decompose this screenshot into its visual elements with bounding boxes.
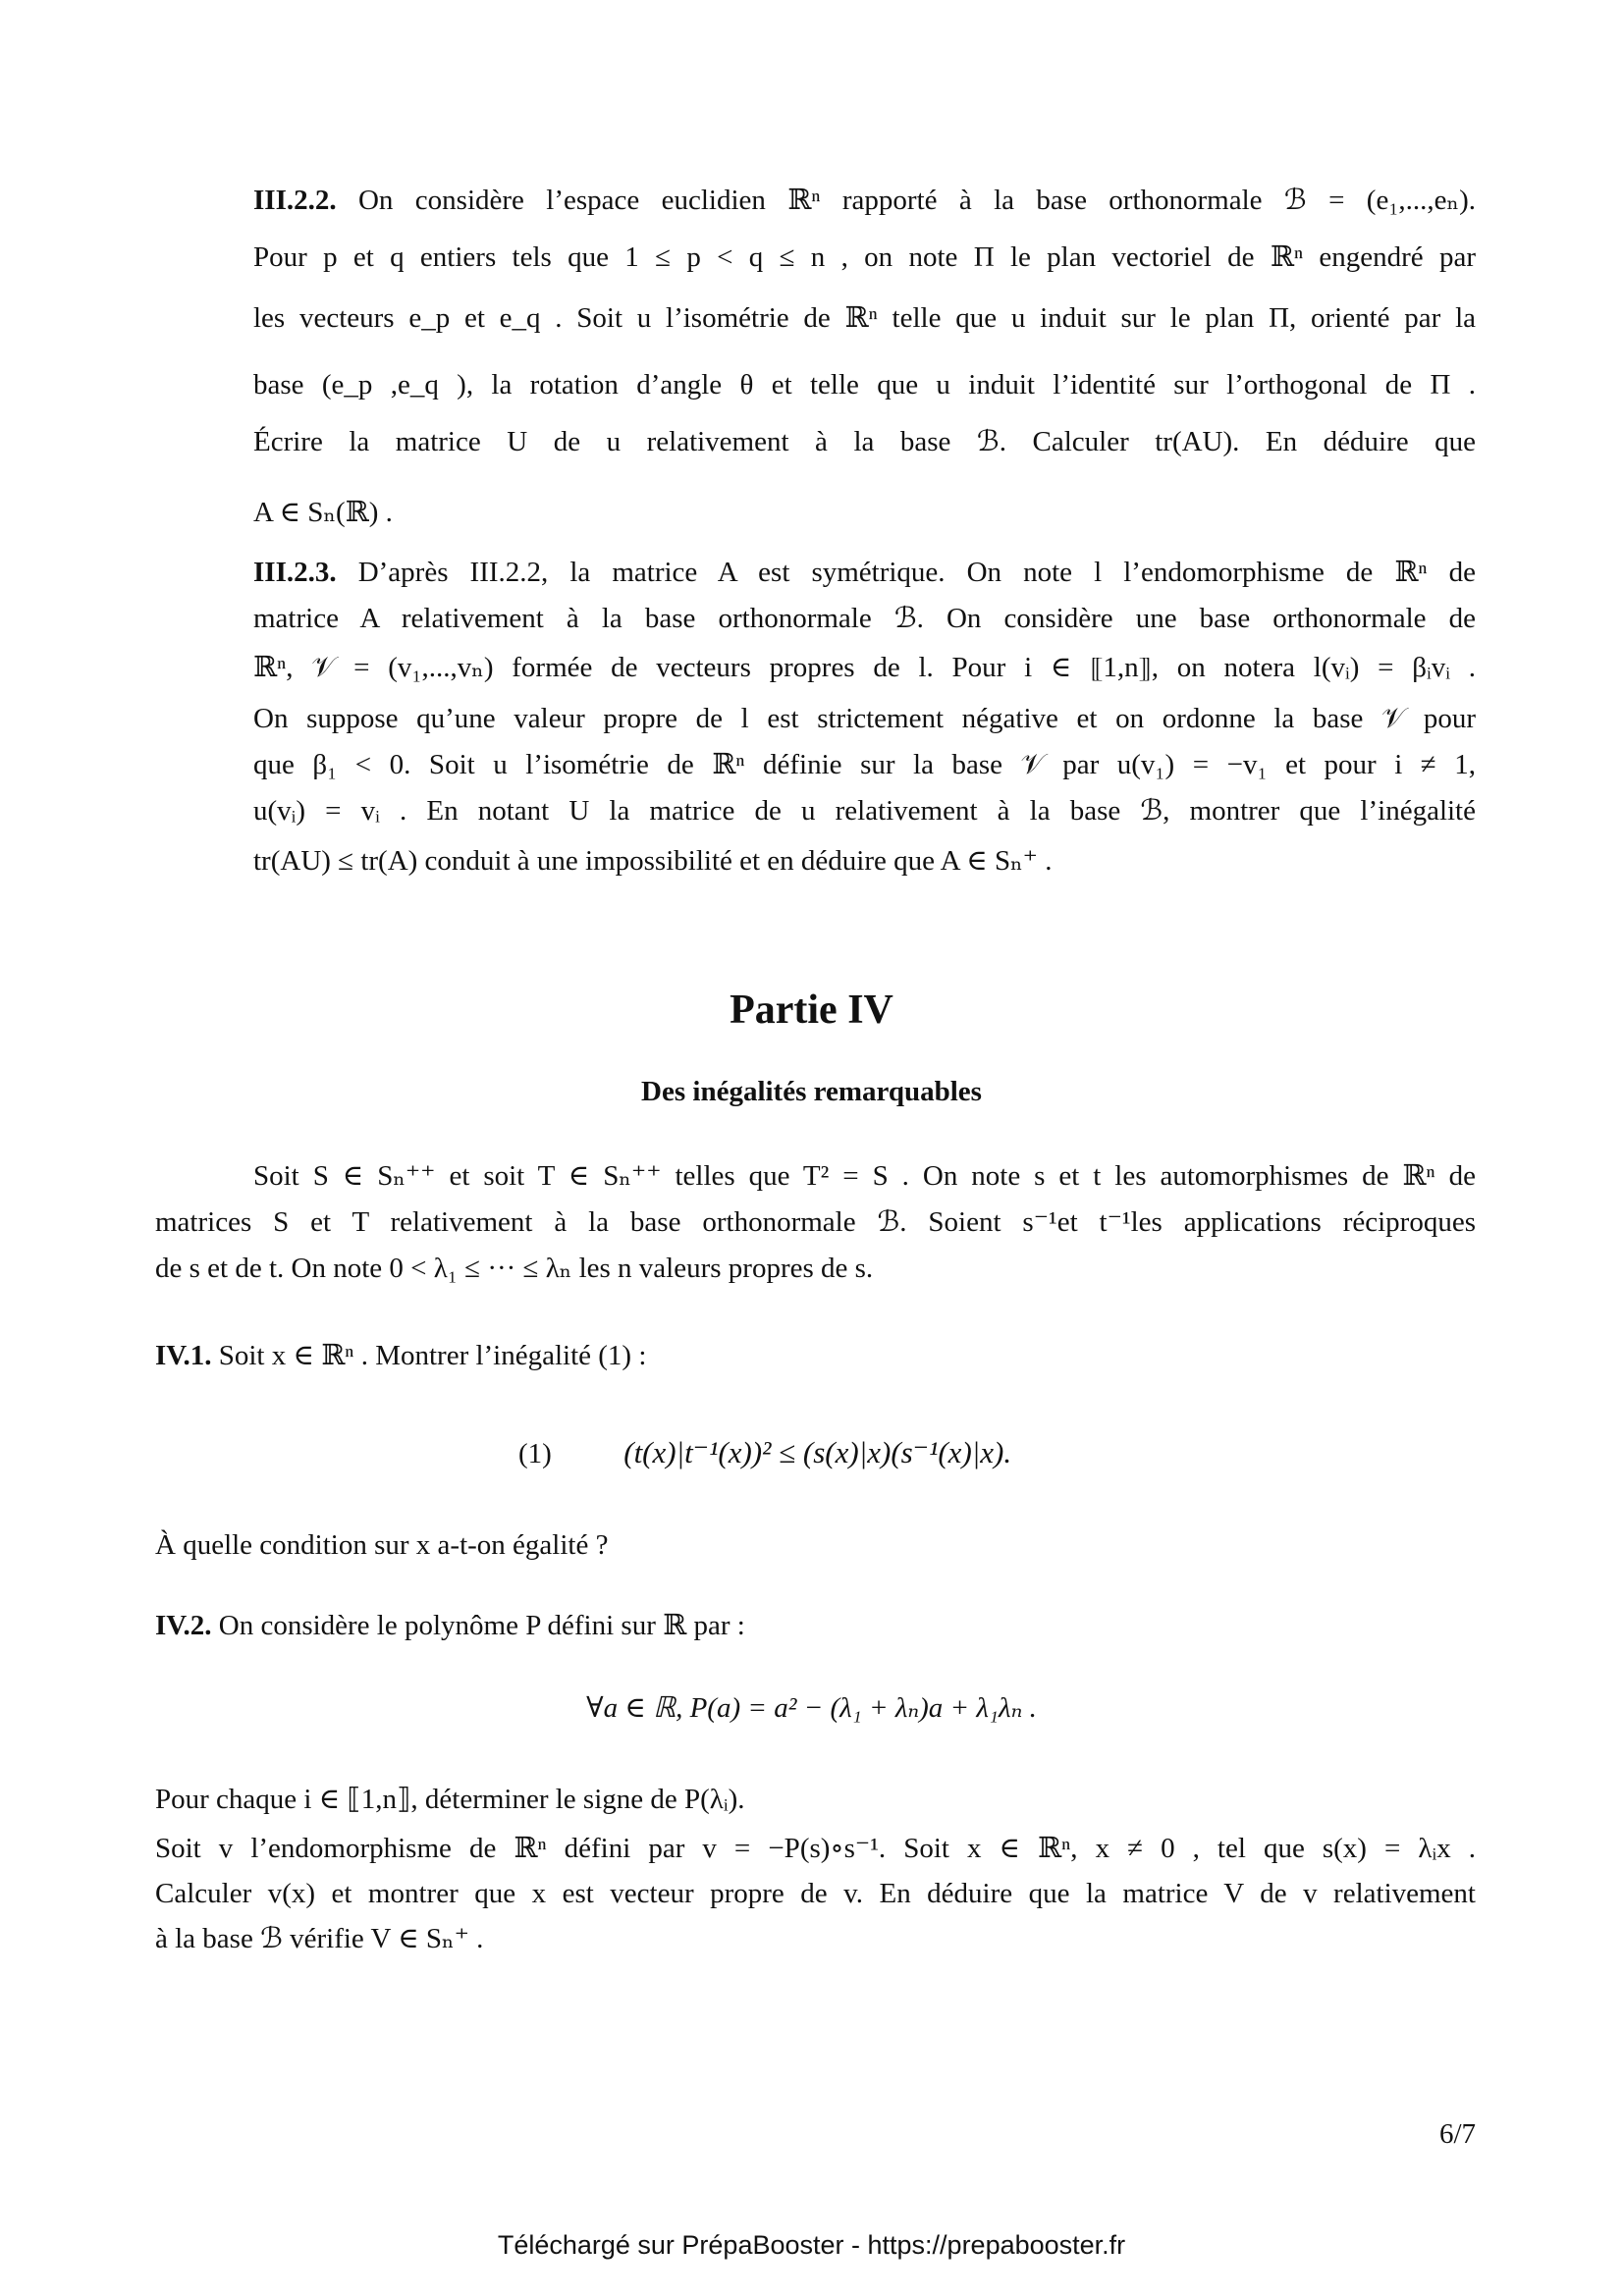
text-line: Écrire la matrice U de u relativement à la base ℬ. Calculer tr(AU). En déduire que xyxy=(253,426,1476,457)
text-line: A ∈ Sₙ(ℝ) . xyxy=(253,497,393,528)
text-line: ℝⁿ, 𝒱 = (v₁,...,vₙ) formée de vecteurs propres de l. Pour i ∈ ⟦1,n⟧, on notera l(vᵢ) = βᵢvᵢ . xyxy=(253,652,1476,683)
text-line: matrice A relativement à la base orthonormale ℬ. On considère une base orthonormale de xyxy=(253,603,1476,634)
section-III-2-2 xyxy=(253,172,1476,541)
section-III-2-3 xyxy=(253,550,1476,884)
text-line: III.2.3. D’après III.2.2, la matrice A est symétrique. On note l l’endomorphisme de ℝⁿ de xyxy=(253,557,1477,588)
section-label: IV.2. xyxy=(155,1610,212,1641)
equation-polynomial: ∀a ∈ ℝ, P(a) = a² − (λ₁ + λₙ)a + λ₁λₙ . xyxy=(586,1692,1037,1724)
text-line: On suppose qu’une valeur propre de l est strictement négative et on ordonne la base 𝒱 pour xyxy=(253,703,1476,734)
text-line: Soit v l’endomorphisme de ℝⁿ défini par v = −P(s)∘s⁻¹. Soit x ∈ ℝⁿ, x ≠ 0 , tel que s(x) = λᵢx . xyxy=(155,1833,1476,1864)
text-line: matrices S et T relativement à la base orthonormale ℬ. Soient s⁻¹et t⁻¹les applications réciproques xyxy=(155,1206,1476,1238)
text-line: les vecteurs e_p et e_q . Soit u l’isométrie de ℝⁿ telle que u induit sur le plan Π, orienté par la xyxy=(253,302,1476,334)
section-label: III.2.2. xyxy=(253,185,337,216)
part-title: Partie IV xyxy=(730,988,893,1033)
text-line: base (e_p ,e_q ), la rotation d’angle θ et telle que u induit l’identité sur l’orthogonal de Π . xyxy=(253,369,1476,400)
text-line: III.2.2. On considère l’espace euclidien ℝⁿ rapporté à la base orthonormale ℬ = (e₁,...,eₙ). xyxy=(253,185,1477,216)
text-line: u(vᵢ) = vᵢ . En notant U la matrice de u relativement à la base ℬ, montrer que l’inégalité xyxy=(253,795,1476,827)
section-label: IV.1. xyxy=(155,1340,212,1371)
part-subtitle: Des inégalités remarquables xyxy=(641,1076,982,1107)
text-line: IV.2. On considère le polynôme P défini sur ℝ par : xyxy=(155,1610,745,1641)
section-IV-2 xyxy=(155,1608,1476,1642)
equation-1 xyxy=(518,1435,1402,1470)
part-IV-intro xyxy=(155,1153,1476,1292)
equation-body: (t(x)|t⁻¹(x))² ≤ (s(x)|x)(s⁻¹(x)|x). xyxy=(623,1435,1012,1469)
text-line: Pour chaque i ∈ ⟦1,n⟧, déterminer le signe de P(λᵢ). xyxy=(155,1784,745,1815)
equality-question: À quelle condition sur x a-t-on égalité ? xyxy=(155,1529,609,1561)
text-line: Calculer v(x) et montrer que x est vecteur propre de v. En déduire que la matrice V de v relativement xyxy=(155,1878,1476,1909)
text-line: Soit S ∈ Sₙ⁺⁺ et soit T ∈ Sₙ⁺⁺ telles que T² = S . On note s et t les automorphismes de ℝⁿ de xyxy=(253,1160,1476,1192)
equation-number: (1) xyxy=(518,1438,552,1469)
text-line: que β₁ < 0. Soit u l’isométrie de ℝⁿ définie sur la base 𝒱 par u(v₁) = −v₁ et pour i ≠ 1, xyxy=(253,749,1476,780)
text-line: de s et de t. On note 0 < λ₁ ≤ ··· ≤ λₙ les n valeurs propres de s. xyxy=(155,1253,874,1284)
section-label: III.2.3. xyxy=(253,557,337,588)
text-line: tr(AU) ≤ tr(A) conduit à une impossibilité et en déduire que A ∈ Sₙ⁺ . xyxy=(253,845,1053,877)
text-line: à la base ℬ vérifie V ∈ Sₙ⁺ . xyxy=(155,1923,484,1954)
text-line: Pour p et q entiers tels que 1 ≤ p < q ≤ n , on note Π le plan vectoriel de ℝⁿ engendré par xyxy=(253,241,1476,273)
section-IV-2-body xyxy=(155,1777,1476,1961)
page-number: 6/7 xyxy=(1438,2118,1476,2150)
text-line: IV.1. Soit x ∈ ℝⁿ . Montrer l’inégalité (1) : xyxy=(155,1340,647,1371)
section-IV-1 xyxy=(155,1338,1476,1372)
download-footer: Téléchargé sur PrépaBooster - https://prepabooster.fr xyxy=(497,2230,1126,2260)
